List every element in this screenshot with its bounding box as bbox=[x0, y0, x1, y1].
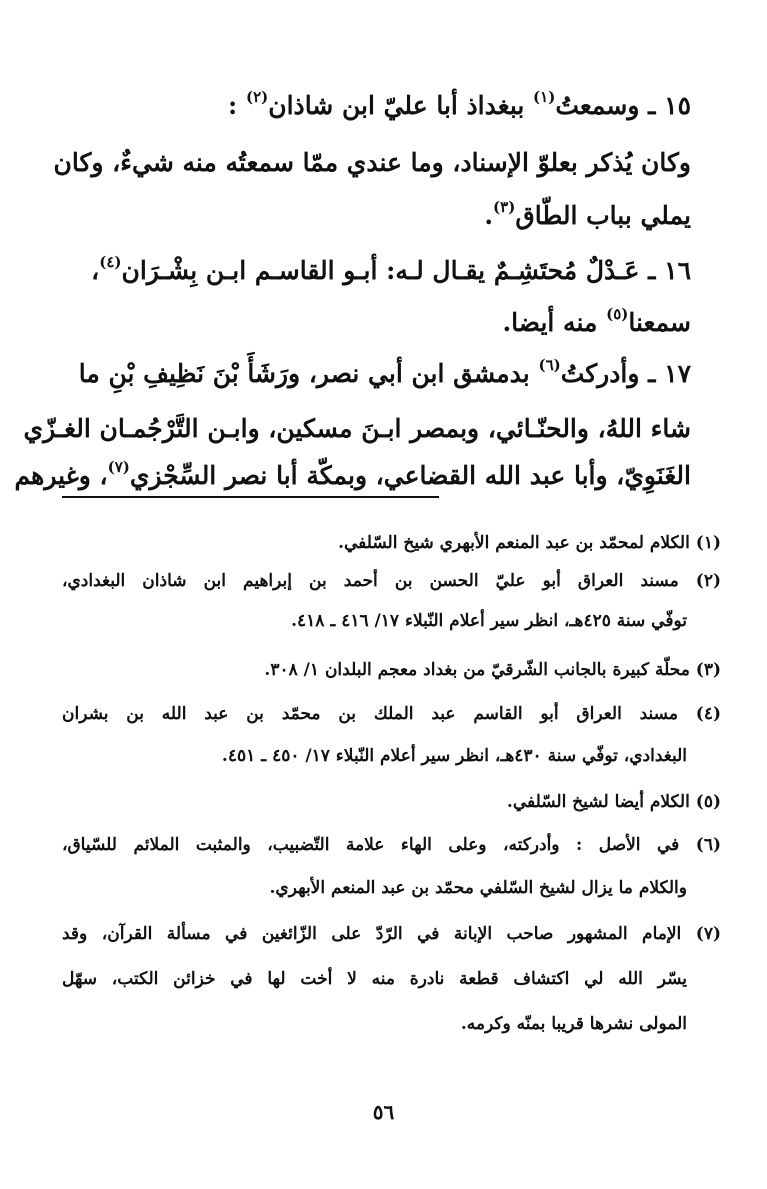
footnote-ref: (١) bbox=[533, 88, 556, 106]
footnote-number: (٦) bbox=[695, 835, 722, 855]
line-text: ، وغيرهم bbox=[14, 461, 108, 490]
line-text: ببغداذ أبا عليّ ابن شاذان bbox=[268, 91, 534, 120]
body-line-2 bbox=[53, 134, 691, 191]
footnote-number: (١) bbox=[695, 533, 721, 553]
line-text: : bbox=[228, 91, 246, 120]
footnote-2-cont bbox=[62, 602, 687, 640]
footnote-separator bbox=[62, 496, 439, 498]
footnote-2 bbox=[62, 562, 721, 600]
line-text: . bbox=[484, 201, 494, 230]
page-number: ٥٦ bbox=[372, 1100, 395, 1124]
footnote-7 bbox=[62, 915, 721, 953]
footnote-ref: (٥) bbox=[606, 305, 629, 323]
body-line-1 bbox=[62, 77, 691, 134]
footnote-ref: (٤) bbox=[99, 253, 122, 271]
line-text: ١٥ ـ وسمعتُ bbox=[555, 91, 691, 120]
footnote-ref: (٣) bbox=[493, 198, 516, 216]
body-line-3 bbox=[62, 187, 691, 244]
body-line-6 bbox=[62, 345, 691, 402]
line-text: منه أيضا. bbox=[502, 308, 607, 337]
footnote-text: المولى نشرها قريبا بمنّه وكرمه. bbox=[460, 1014, 687, 1034]
line-text: وكان يُذكر بعلوّ الإسناد، وما عندي ممّا سمعتُه منه شيءٌ، وكان bbox=[53, 148, 691, 177]
line-text: شاء اللهُ، والحنّـائي، وبمصر ابـنَ مسكين، وابـن التَّرْجُمـان الغـزّي bbox=[23, 414, 691, 443]
footnote-number: (٤) bbox=[695, 704, 721, 724]
footnote-text: البغدادي، توفّي سنة ٤٣٠هـ، انظر سير أعلام النّبلاء ١٧/ ٤٥٠ ـ ٤٥١. bbox=[221, 746, 687, 766]
footnote-text: محلّة كبيرة بالجانب الشّرقيّ من بغداد معجم البلدان ١/ ٣٠٨. bbox=[264, 660, 690, 680]
footnote-1 bbox=[62, 524, 721, 562]
line-text: ، bbox=[91, 256, 100, 285]
footnote-ref: (٧) bbox=[107, 458, 130, 476]
footnote-number: (٥) bbox=[695, 792, 721, 812]
line-text: الغَنَوِيّ، وأبا عبد الله القضاعي، وبمكّة أبا نصر السِّجْزي bbox=[129, 461, 691, 490]
footnote-text: الكلام أيضا لشيخ السّلفي. bbox=[506, 792, 690, 812]
footnote-6-cont bbox=[62, 869, 687, 907]
footnote-text: الإمام المشهور صاحب الإبانة في الرّدّ على الزّائغين في مسألة القرآن، وقد bbox=[62, 924, 682, 944]
footnote-number: (٢) bbox=[695, 571, 721, 591]
footnote-6 bbox=[62, 826, 721, 864]
footnote-text: والكلام ما يزال لشيخ السّلفي محمّد بن عبد المنعم الأبهري. bbox=[269, 878, 687, 898]
footnote-ref: (٦) bbox=[538, 356, 561, 374]
line-text: يملي بباب الطّاق bbox=[515, 201, 691, 230]
footnote-text: مسند العراق أبو عليّ الحسن بن أحمد بن إبراهيم ابن شاذان البغدادي، bbox=[62, 571, 679, 591]
footnote-text: مسند العراق أبو القاسم عبد الملك بن محمّد بن عبد الله بن بشران bbox=[62, 704, 678, 724]
footnote-5 bbox=[62, 783, 721, 821]
line-text: ١٦ ـ عَـدْلٌ مُحتَشِـمٌ يقـال لـه: أبـو القاسـم ابـن بِشْـرَان bbox=[121, 256, 691, 285]
line-text: سمعنا bbox=[628, 308, 691, 337]
body-line-5 bbox=[62, 294, 691, 351]
footnote-number: (٧) bbox=[695, 924, 722, 944]
line-text: ١٧ ـ وأدركتُ bbox=[560, 359, 691, 388]
footnote-3 bbox=[62, 651, 721, 689]
footnote-7-cont-1 bbox=[62, 960, 687, 998]
footnote-ref: (٢) bbox=[245, 88, 269, 106]
footnote-4 bbox=[62, 695, 721, 733]
line-text: بدمشق ابن أبي نصر، ورَشَأَ بْنَ نَظِيفِ بْنِ ما bbox=[78, 359, 539, 388]
footnote-text: يسّر الله لي اكتشاف قطعة نادرة منه لا أخت لها في خزائن الكتب، سهّل bbox=[62, 969, 687, 989]
footnote-text: الكلام لمحمّد بن عبد المنعم الأبهري شيخ السّلفي. bbox=[338, 533, 690, 553]
footnote-text: في الأصل : وأدركته، وعلى الهاء علامة التّضبيب، والمثبت الملائم للسّياق، bbox=[62, 835, 680, 855]
body-line-4 bbox=[62, 242, 691, 299]
footnote-4-cont bbox=[62, 737, 687, 775]
footnote-number: (٣) bbox=[695, 660, 721, 680]
footnote-7-cont-2 bbox=[62, 1005, 687, 1043]
footnote-text: توفّي سنة ٤٢٥هـ، انظر سير أعلام النّبلاء ١٧/ ٤١٦ ـ ٤١٨. bbox=[291, 611, 687, 631]
